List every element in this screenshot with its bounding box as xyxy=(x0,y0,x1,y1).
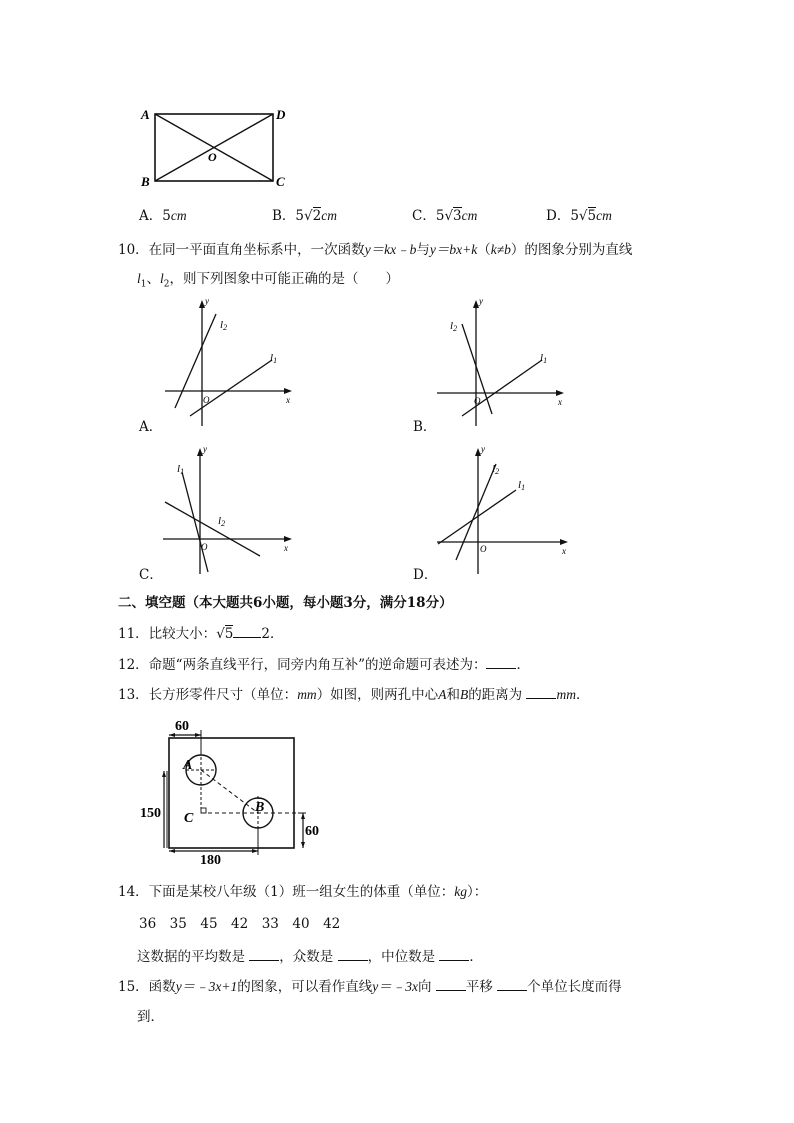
q14-text: 14．下面是某校八年级（1）班一组女生的体重（单位：kg）： xyxy=(118,884,488,900)
dim-60-right: 60 xyxy=(305,824,319,839)
svg-text:x: x xyxy=(558,397,562,407)
svg-text:y: y xyxy=(479,296,483,306)
svg-text:O: O xyxy=(480,544,487,554)
center-o-label: O xyxy=(208,150,217,164)
q9-option-a[interactable]: A．5cm xyxy=(139,208,187,224)
q9-option-c[interactable]: C．5√3cm xyxy=(412,208,478,224)
svg-text:y: y xyxy=(205,296,209,306)
hole-a-label: A xyxy=(183,758,193,773)
svg-text:O: O xyxy=(474,396,481,406)
svg-text:O: O xyxy=(203,395,210,405)
q15-direction-blank[interactable] xyxy=(436,976,466,991)
q14-questions: 这数据的平均数是 ，众数是 ，中位数是 ． xyxy=(137,946,483,966)
svg-text:x: x xyxy=(284,543,288,553)
svg-text:l1: l1 xyxy=(540,352,548,365)
q13-text: 13．长方形零件尺寸（单位：mm）如图，则两孔中心A和B的距离为 mm． xyxy=(118,684,589,704)
q12-answer-blank[interactable] xyxy=(486,654,516,669)
dim-60-top: 60 xyxy=(175,719,189,734)
q9-option-b[interactable]: B．5√2cm xyxy=(272,208,337,224)
q11-text: 11．比较大小：√5 2． xyxy=(118,623,283,643)
q12-text: 12．命题“两条直线平行，同旁内角互补”的逆命题可表述为： ． xyxy=(118,654,530,674)
q14-data-values: 36 35 45 42 33 40 42 xyxy=(139,916,341,932)
q15-units-blank[interactable] xyxy=(497,976,527,991)
q14-mean-blank[interactable] xyxy=(249,946,279,961)
section-heading-fill-in: 二、填空题（本大题共6小题，每小题3分，满分18分） xyxy=(118,595,453,611)
svg-text:y: y xyxy=(481,444,485,454)
q14-mode-blank[interactable] xyxy=(338,946,368,961)
point-c-label: C xyxy=(184,811,194,826)
q14-median-blank[interactable] xyxy=(439,946,469,961)
svg-text:x: x xyxy=(562,546,566,556)
svg-text:l2: l2 xyxy=(492,463,500,476)
hole-b-label: B xyxy=(255,800,265,815)
svg-text:y: y xyxy=(203,444,207,454)
svg-text:l1: l1 xyxy=(177,463,185,476)
q13-answer-blank[interactable] xyxy=(526,684,556,699)
q10-stem-line2: $l_1$、$l_2$，则下列图象中可能正确的是（ ） xyxy=(137,271,399,290)
q10-graph-b xyxy=(432,296,572,431)
vertex-c-label: C xyxy=(276,174,285,189)
q10-graph-d xyxy=(432,444,577,579)
q10-graph-c xyxy=(160,444,300,579)
q10-graph-a xyxy=(160,296,300,431)
q10-choice-c[interactable]: C． xyxy=(139,567,163,583)
svg-text:l1: l1 xyxy=(518,479,526,492)
q10-choice-d[interactable]: D． xyxy=(413,567,438,583)
vertex-b-label: B xyxy=(141,174,150,189)
svg-text:x: x xyxy=(286,395,290,405)
q10-stem-line1: 10．在同一平面直角坐标系中，一次函数y＝kx﹣b与y＝bx+k（k≠b）的图象分别为直线 xyxy=(118,242,633,258)
svg-text:l2: l2 xyxy=(450,320,458,333)
q9-rectangle-figure xyxy=(136,104,296,194)
svg-text:O: O xyxy=(201,542,208,552)
svg-text:l1: l1 xyxy=(270,352,278,365)
q15-text-line1: 15．函数y＝﹣3x+1的图象，可以看作直线y＝﹣3x向 平移 个单位长度而得 xyxy=(118,976,622,996)
svg-text:l2: l2 xyxy=(218,515,226,528)
q13-part-figure xyxy=(138,716,333,868)
q11-answer-blank[interactable] xyxy=(233,623,261,638)
vertex-a-label: A xyxy=(141,107,150,122)
svg-text:l2: l2 xyxy=(220,319,228,332)
dim-150: 150 xyxy=(140,806,161,821)
q10-choice-a[interactable]: A． xyxy=(139,419,163,435)
q9-option-d[interactable]: D．5√5cm xyxy=(546,208,612,224)
q10-choice-b[interactable]: B． xyxy=(413,419,437,435)
vertex-d-label: D xyxy=(276,107,286,122)
q15-text-line2: 到． xyxy=(137,1009,164,1025)
dim-180: 180 xyxy=(200,853,221,868)
